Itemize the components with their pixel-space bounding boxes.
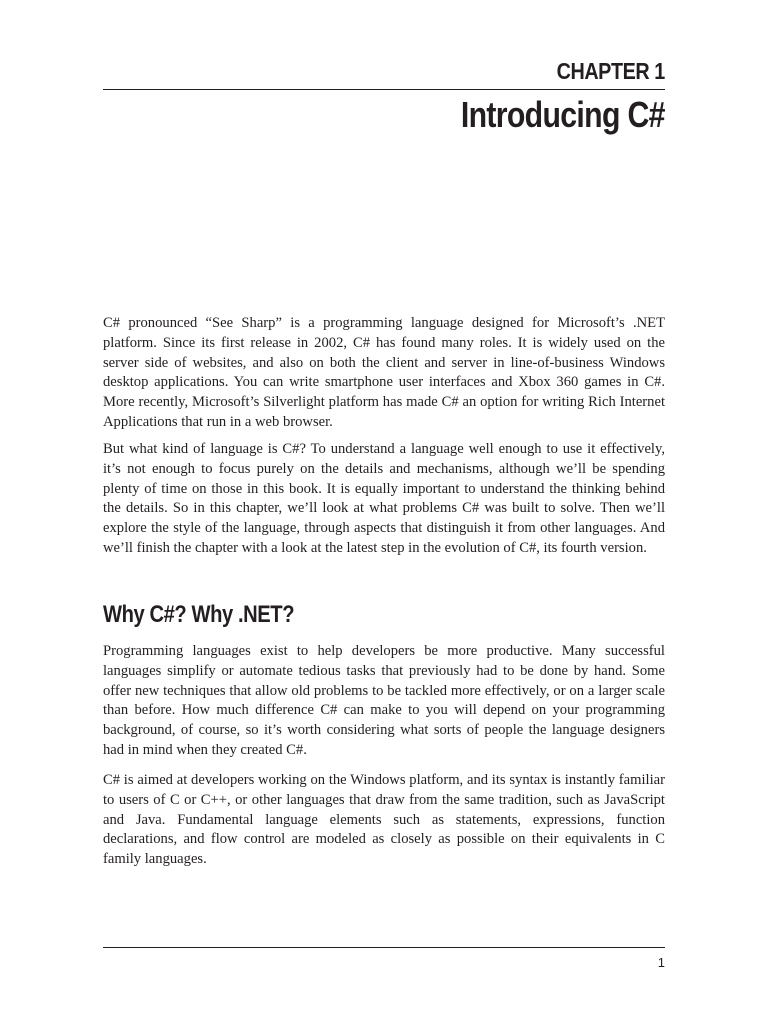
chapter-label: CHAPTER 1 (556, 58, 665, 84)
paragraph-productivity: Programming languages exist to help developers be more productive. Many successful languages simplify or automate tedious tasks that previously had to be done by hand. Some offer new techniques that allow old problems to be tackled more effectively, or on a larger scale than before. How much difference C# can make to you will depend on your programming background, of course, so it’s worth considering what sorts of people the language designers had in mind when they created C#. (103, 643, 665, 758)
page-number: 1 (657, 955, 665, 970)
section-heading: Why C#? Why .NET? (103, 601, 295, 628)
header-rule (103, 89, 665, 90)
paragraph-language-kind: But what kind of language is C#? To understand a language well enough to use it effectively, it’s not enough to focus purely on the details and mechanisms, although we’ll be spending plenty of time on those in this book. It is equally important to understand the thinking behind the details. So in this chapter, we’ll look at what problems C# was built to solve. Then we’ll explore the style of the language, through aspects that distinguish it from other languages. And we’ll finish the chapter with a look at the latest step in the evolution of C#, its fourth version. (103, 441, 665, 556)
paragraph-intro: C# pronounced “See Sharp” is a programming language designed for Microsoft’s .NET platform. Since its first release in 2002, C# has found many roles. It is widely used on the server side of websites, and also on both the client and server in line-of-business Windows desktop applications. You can write smartphone user interfaces and Xbox 360 games in C#. More recently, Microsoft’s Silverlight platform has made C# an option for writing Rich Internet Applications that run in a web browser. (103, 315, 665, 430)
paragraph-audience: C# is aimed at developers working on the Windows platform, and its syntax is instantly familiar to users of C or C++, or other languages that draw from the same tradition, such as JavaScript and Java. Fundamental language elements such as statements, expressions, function declarations, and flow control are modeled as closely as possible on their equivalents in C family languages. (103, 772, 665, 868)
footer-rule (103, 947, 665, 948)
chapter-title: Introducing C# (461, 94, 665, 135)
